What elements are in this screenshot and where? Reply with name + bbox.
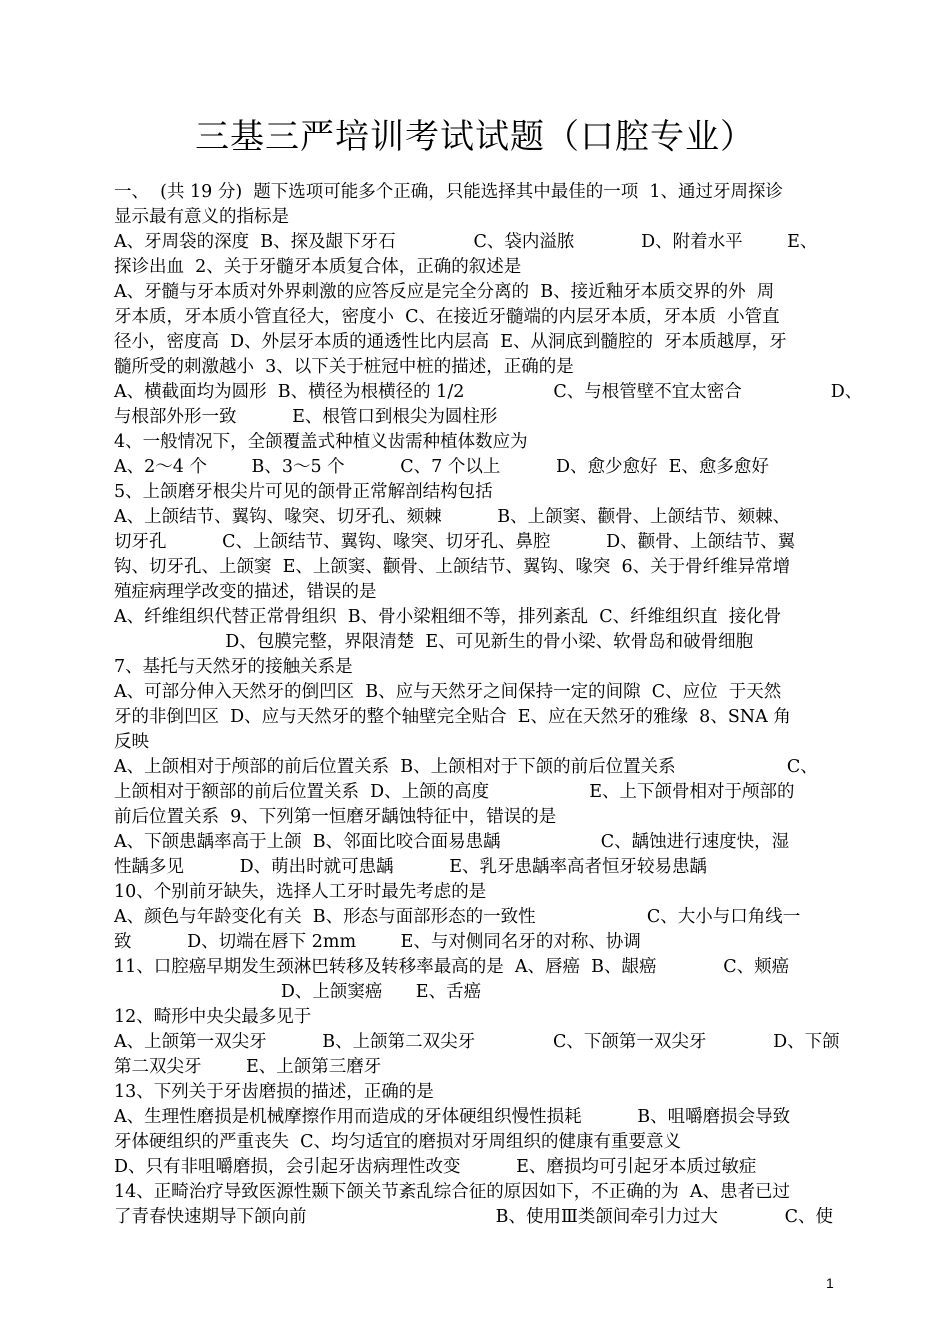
text-line: D、只有非咀嚼磨损，会引起牙齿病理性改变 E、磨损均可引起牙本质过敏症 [114, 1157, 757, 1177]
text-line: 与根部外形一致 E、根管口到根尖为圆柱形 [114, 407, 498, 427]
text-line: 一、 (共 19 分) 题下选项可能多个正确，只能选择其中最佳的一项 1、通过牙周探诊 [114, 182, 784, 202]
text-line: 径小，密度高 D、外层牙本质的通透性比内层高 E、从洞底到髓腔的 牙本质越厚，牙 [114, 332, 787, 352]
text-line: 上颌相对于额部的前后位置关系 D、上颌的高度 E、上下颌骨相对于颅部的 [114, 782, 795, 802]
text-line: 钩、切牙孔、上颌窦 E、上颌窦、颧骨、上颌结节、翼钩、喙突 6、关于骨纤维异常增 [114, 557, 791, 577]
text-line: A、可部分伸入天然牙的倒凹区 B、应与天然牙之间保持一定的间隙 C、应位 于天然 [114, 682, 782, 702]
text-line: 致 D、切端在唇下 2mm E、与对侧同名牙的对称、协调 [114, 932, 641, 952]
text-line: D、上颌窦癌 E、舌癌 [114, 982, 482, 1002]
question-text [114, 180, 863, 1230]
text-line: 牙的非倒凹区 D、应与天然牙的整个轴壁完全贴合 E、应在天然牙的雅缘 8、SNA 角 [114, 707, 791, 727]
text-line: 12、畸形中央尖最多见于 [114, 1007, 312, 1027]
text-line: 7、基托与天然牙的接触关系是 [114, 657, 353, 677]
text-line: 14、正畸治疗导致医源性颞下颌关节紊乱综合征的原因如下，不正确的为 A、患者已过 [114, 1182, 791, 1202]
text-line: 13、下列关于牙齿磨损的描述，正确的是 [114, 1082, 434, 1102]
text-line: 殖症病理学改变的描述，错误的是 [114, 582, 377, 602]
text-line: D、包膜完整，界限清楚 E、可见新生的骨小梁、软骨岛和破骨细胞 [114, 632, 754, 652]
text-line: 显示最有意义的指标是 [114, 207, 289, 227]
text-line: 了青春快速期导下颌向前 B、使用Ⅲ类颌间牵引力过大 C、使 [114, 1207, 834, 1227]
text-line: A、上颌相对于颅部的前后位置关系 B、上颌相对于下颌的前后位置关系 C、 [114, 757, 818, 777]
text-line: A、颜色与年龄变化有关 B、形态与面部形态的一致性 C、大小与口角线一 [114, 907, 801, 927]
page-number: 1 [826, 1275, 834, 1291]
text-line: 牙体硬组织的严重丧失 C、均匀适宜的磨损对牙周组织的健康有重要意义 [114, 1132, 682, 1152]
text-line: 5、上颌磨牙根尖片可见的颌骨正常解剖结构包括 [114, 482, 493, 502]
text-line: 11、口腔癌早期发生颈淋巴转移及转移率最高的是 A、唇癌 B、龈癌 C、颊癌 [114, 957, 790, 977]
text-line: 第二双尖牙 E、上颌第三磨牙 [114, 1057, 382, 1077]
text-line: A、牙周袋的深度 B、探及龈下牙石 C、袋内溢脓 D、附着水平 E、 [114, 232, 818, 252]
text-line: 4、一般情况下，全颌覆盖式种植义齿需种植体数应为 [114, 432, 528, 452]
text-line: A、下颌患龋率高于上颌 B、邻面比咬合面易患龋 C、龋蚀进行速度快，湿 [114, 832, 790, 852]
text-line: A、上颌第一双尖牙 B、上颌第二双尖牙 C、下颌第一双尖牙 D、下颌 [114, 1032, 840, 1052]
text-line: A、2～4 个 B、3～5 个 C、7 个以上 D、愈少愈好 E、愈多愈好 [114, 457, 769, 477]
text-line: A、牙髓与牙本质对外界刺激的应答反应是完全分离的 B、接近釉牙本质交界的外 周 [114, 282, 775, 302]
text-line: 牙本质，牙本质小管直径大，密度小 C、在接近牙髓端的内层牙本质，牙本质 小管直 [114, 307, 780, 327]
text-line: A、生理性磨损是机械摩擦作用而造成的牙体硬组织慢性损耗 B、咀嚼磨损会导致 [114, 1107, 791, 1127]
text-line: 10、个别前牙缺失，选择人工牙时最先考虑的是 [114, 882, 487, 902]
text-line: 髓所受的刺激越小 3、以下关于桩冠中桩的描述，正确的是 [114, 357, 574, 377]
text-line: 性龋多见 D、萌出时就可患龋 E、乳牙患龋率高者恒牙较易患龋 [114, 857, 708, 877]
text-line: A、纤维组织代替正常骨组织 B、骨小梁粗细不等，排列紊乱 C、纤维组织直 接化骨 [114, 607, 782, 627]
text-line: A、上颌结节、翼钩、喙突、切牙孔、颏棘 B、上颌窦、颧骨、上颌结节、颏棘、 [114, 507, 791, 527]
text-line: 前后位置关系 9、下列第一恒磨牙龋蚀特征中，错误的是 [114, 807, 557, 827]
page-title: 三基三严培训考试试题（口腔专业） [195, 117, 755, 157]
text-line: A、横截面均为圆形 B、横径为根横径的 1/2 C、与根管壁不宜太密合 D、 [114, 382, 863, 402]
text-line: 反映 [114, 732, 149, 752]
text-line: 探诊出血 2、关于牙髓牙本质复合体，正确的叙述是 [114, 257, 522, 277]
text-line: 切牙孔 C、上颌结节、翼钩、喙突、切牙孔、鼻腔 D、颧骨、上颌结节、翼 [114, 532, 796, 552]
